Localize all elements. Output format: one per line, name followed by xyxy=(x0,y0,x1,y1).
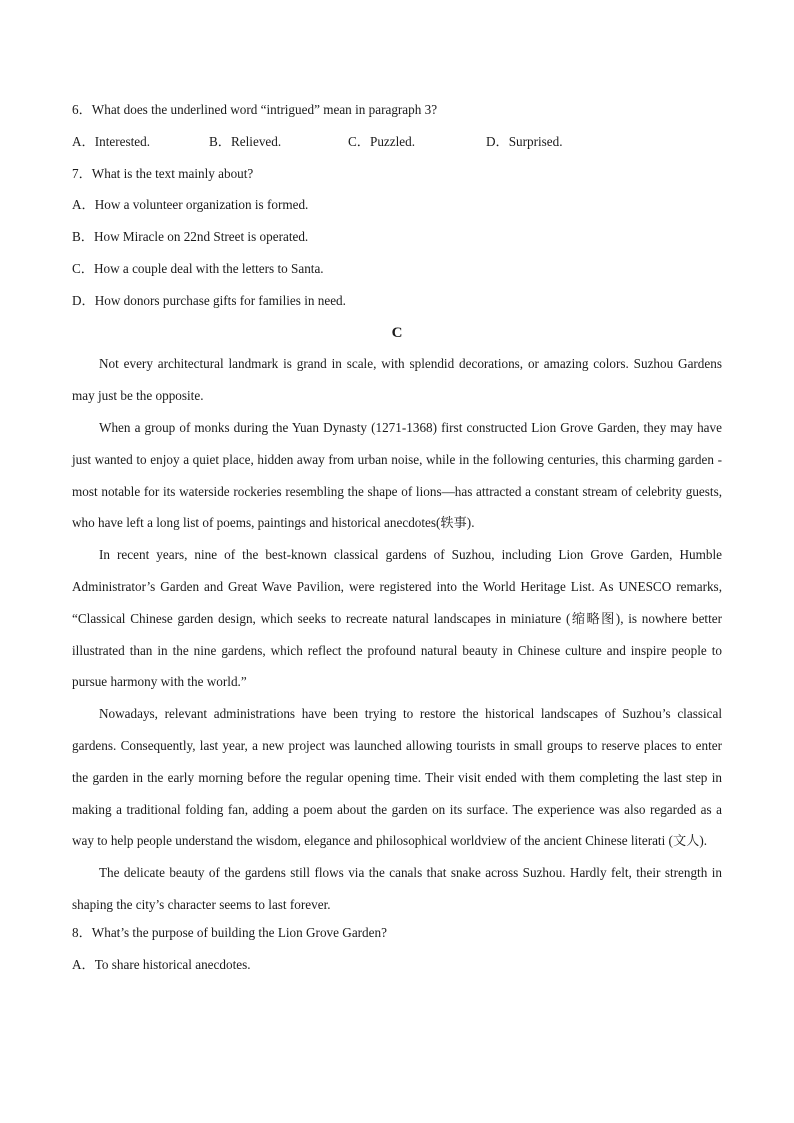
question-6-option-b: B．Relieved. xyxy=(209,133,282,149)
question-6-option-d: D．Surprised. xyxy=(486,133,563,149)
passage-paragraph-2: When a group of monks during the Yuan Dynasty (1271-1368) first constructed Lion Grove Garden, they may have just wanted to enjoy a quiet place, hidden away from urban noise, while in the following centuries, this charming garden - most notable for its waterside rockeries resembling the shape of lions—has attracted a constant stream of celebrity guests, who have left a long list of poems, paintings and historical anecdotes(轶事). xyxy=(72,419,722,531)
question-7-option-b: B．How Miracle on 22nd Street is operated. xyxy=(72,229,309,245)
document-page xyxy=(72,100,722,986)
passage-paragraph-5: The delicate beauty of the gardens still flows via the canals that snake across Suzhou. Hardly felt, their strength in shaping the city’s character seems to last forever. xyxy=(72,865,722,912)
section-title: C xyxy=(391,324,403,341)
question-6-option-c: C．Puzzled. xyxy=(348,133,416,149)
question-7-option-c: C．How a couple deal with the letters to Santa. xyxy=(72,260,324,276)
question-6-options xyxy=(72,132,722,164)
question-6-stem: 6．What does the underlined word “intrigued” mean in paragraph 3? xyxy=(72,102,438,117)
question-8-stem: 8．What’s the purpose of building the Lion Grove Garden? xyxy=(72,924,387,940)
question-7-option-d: D．How donors purchase gifts for families in need. xyxy=(72,292,346,308)
passage-paragraph-4: Nowadays, relevant administrations have been trying to restore the historical landscapes of Suzhou’s classical gardens. Consequently, last year, a new project was launched allowing tourists in small groups to reserve places to enter the garden in the early morning before the regular opening time. Their visit ended with them completing the last step in making a traditional folding fan, adding a poem about the garden on its surface. The experience was also regarded as a way to help people understand the wisdom, elegance and philosophical worldview of the ancient Chinese literati (文人). xyxy=(72,706,722,849)
passage-paragraph-3: In recent years, nine of the best-known classical gardens of Suzhou, including Lion Grove Garden, Humble Administrator’s Garden and Great Wave Pavilion, were registered into the World Heritage List. As UNESCO remarks, “Classical Chinese garden design, which seeks to recreate natural landscapes in miniature (缩略图), is nowhere better illustrated than in the nine gardens, which reflect the profound natural beauty in Chinese culture and inspire people to pursue harmony with the world.” xyxy=(72,547,722,690)
question-6-option-a: A．Interested. xyxy=(72,133,150,149)
passage-paragraph-1: Not every architectural landmark is grand in scale, with splendid decorations, or amazing colors. Suzhou Gardens may just be the opposite. xyxy=(72,356,722,404)
question-7-option-a: A．How a volunteer organization is formed. xyxy=(72,197,309,213)
question-7-stem: 7．What is the text mainly about? xyxy=(72,165,254,181)
question-8-option-a: A．To share historical anecdotes. xyxy=(72,956,251,972)
